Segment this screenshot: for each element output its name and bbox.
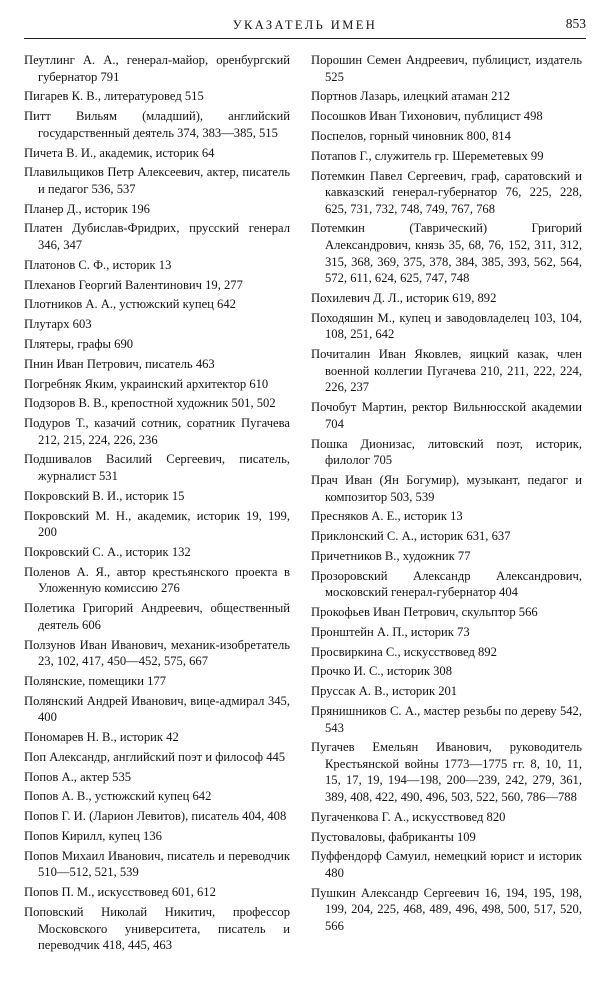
index-entry: Пронштейн А. П., историк 73 [311, 624, 470, 639]
index-entry: Пошка Дионизас, литовский поэт, историк, филолог 705 [311, 436, 582, 468]
index-entry: Пугачев Емельян Иванович, руководитель Крестьянской войны 1773—1775 гг. 8, 10, 11, 15, 17, 19, 194—198, 200—239, 242, 279, 361, 389, 408, 422, 490, 496, 503, 522, 560, 786—788 [311, 740, 582, 805]
index-entry: Попов А. В., устюжский купец 642 [24, 789, 212, 804]
index-entry: Пономарев Н. В., историк 42 [24, 730, 179, 745]
index-entry: Причетников В., художник 77 [311, 548, 471, 563]
index-entry: Полянские, помещики 177 [24, 673, 167, 688]
index-entry: Прач Иван (Ян Богумир), музыкант, педагог и композитор 503, 539 [311, 472, 582, 504]
index-entry: Планер Д., историк 196 [24, 201, 150, 216]
page-number: 853 [565, 16, 586, 31]
index-entry: Просвиркина С., искусствовед 892 [311, 644, 497, 659]
index-entry: Подшивалов Василий Сергеевич, писатель, журналист 531 [24, 452, 290, 484]
index-entry: Порошин Семен Андреевич, публицист, издатель 525 [311, 53, 582, 84]
left-column [24, 52, 290, 957]
index-entry: Подзоров В. В., крепостной художник 501, 502 [24, 396, 276, 411]
index-entry: Пугаченкова Г. А., искусствовед 820 [311, 809, 506, 824]
index-entry: Прочко И. С., историк 308 [311, 664, 453, 679]
index-entry: Питт Вильям (младший), английский государственный деятель 374, 383—385, 515 [24, 109, 290, 140]
header-rule [24, 38, 586, 39]
index-entry: Пушкин Александр Сергеевич 16, 194, 195, 198, 199, 204, 225, 468, 489, 496, 498, 500, 517, 520, 566 [311, 885, 582, 933]
index-entry: Попов А., актер 535 [24, 769, 132, 784]
index-entry: Платонов С. Ф., историк 13 [24, 257, 172, 272]
index-entry: Почобут Мартин, ректор Вильнюсской академии 704 [311, 400, 582, 431]
index-entry: Портнов Лазарь, илецкий атаман 212 [311, 89, 511, 104]
index-entry: Потапов Г., служитель гр. Шереметевых 99 [311, 148, 544, 163]
index-entry: Попов Г. И. (Ларион Левитов), писатель 404, 408 [24, 809, 287, 824]
right-column [311, 52, 582, 938]
index-entry: Погребняк Яким, украинский архитектор 610 [24, 376, 269, 391]
index-entry: Пеутлинг А. А., генерал-майор, оренбургский губернатор 791 [24, 53, 290, 84]
index-entry: Потемкин Павел Сергеевич, граф, саратовский и кавказский генерал-губернатор 76, 225, 228, 625, 731, 732, 748, 749, 767, 768 [311, 168, 582, 216]
index-entry: Пичета В. И., академик, историк 64 [24, 145, 215, 160]
index-entry: Пигарев К. В., литературовед 515 [24, 89, 204, 104]
index-entry: Пресняков А. Е., историк 13 [311, 509, 463, 524]
index-entry: Почиталин Иван Яковлев, яицкий казак, член военной коллегии Пугачева 210, 211, 222, 224, 226, 237 [311, 347, 582, 395]
index-entry: Поленов А. Я., автор крестьянского проекта в Уложенную комиссию 276 [24, 564, 290, 596]
index-entry: Попов Михаил Иванович, писатель и переводчик 510—512, 521, 539 [24, 848, 290, 880]
index-entry: Полянский Андрей Иванович, вице-адмирал 345, 400 [24, 693, 290, 725]
index-entry: Пуффендорф Самуил, немецкий юрист и историк 480 [311, 849, 582, 880]
index-entry: Пнин Иван Петрович, писатель 463 [24, 356, 215, 371]
running-title: УКАЗАТЕЛЬ ИМЕН [232, 18, 378, 32]
index-entry: Поспелов, горный чиновник 800, 814 [311, 128, 511, 143]
index-entry: Попов Кирилл, купец 136 [24, 828, 162, 843]
index-entry: Покровский М. Н., академик, историк 19, 199, 200 [24, 508, 290, 540]
index-entry: Плавильщиков Петр Алексеевич, актер, писатель и педагог 536, 537 [24, 165, 290, 196]
index-entry: Приклонский С. А., историк 631, 637 [311, 529, 511, 544]
index-entry: Похилевич Д. Л., историк 619, 892 [311, 291, 497, 306]
index-entry: Плятеры, графы 690 [24, 336, 134, 351]
index-entry: Платен Дубислав-Фридрих, прусский генерал 346, 347 [24, 221, 290, 253]
index-entry: Плеханов Георгий Валентинович 19, 277 [24, 277, 243, 292]
index-entry: Прозоровский Александр Александрович, московский генерал-губернатор 404 [311, 568, 582, 600]
index-entry: Поповский Николай Никитич, профессор Московского университета, писатель и переводчик 418, 445, 463 [24, 904, 290, 953]
index-entry: Ползунов Иван Иванович, механик-изобретатель 23, 102, 417, 450—452, 575, 667 [24, 637, 290, 669]
index-entry: Покровский В. И., историк 15 [24, 488, 185, 503]
index-entry: Поп Александр, английский поэт и философ 445 [24, 749, 286, 764]
index-entry: Посошков Иван Тихонович, публицист 498 [311, 109, 543, 124]
index-entry: Походяшин М., купец и заводовладелец 103, 104, 108, 251, 642 [311, 310, 582, 342]
index-entry: Пруссак А. В., историк 201 [311, 684, 458, 699]
index-entry: Прянишников С. А., мастер резьбы по дереву 542, 543 [311, 703, 582, 735]
index-entry: Плотников А. А., устюжский купец 642 [24, 297, 236, 312]
index-entry: Попов П. М., искусствовед 601, 612 [24, 885, 216, 900]
index-entry: Пустоваловы, фабриканты 109 [311, 829, 476, 844]
index-entry: Плутарх 603 [24, 317, 92, 332]
index-entry: Покровский С. А., историк 132 [24, 545, 191, 559]
index-entry: Полетика Григорий Андреевич, общественный деятель 606 [24, 601, 290, 632]
index-entry: Прокофьев Иван Петрович, скульптор 566 [311, 605, 538, 619]
running-head [24, 14, 586, 36]
index-entry: Подуров Т., казачий сотник, соратник Пугачева 212, 215, 224, 226, 236 [24, 416, 290, 447]
index-entry: Потемкин (Таврический) Григорий Александрович, князь 35, 68, 76, 152, 311, 312, 315, 368, 369, 375, 378, 384, 385, 393, 562, 564, 572, 611, 624, 625, 747, 748 [311, 221, 582, 286]
